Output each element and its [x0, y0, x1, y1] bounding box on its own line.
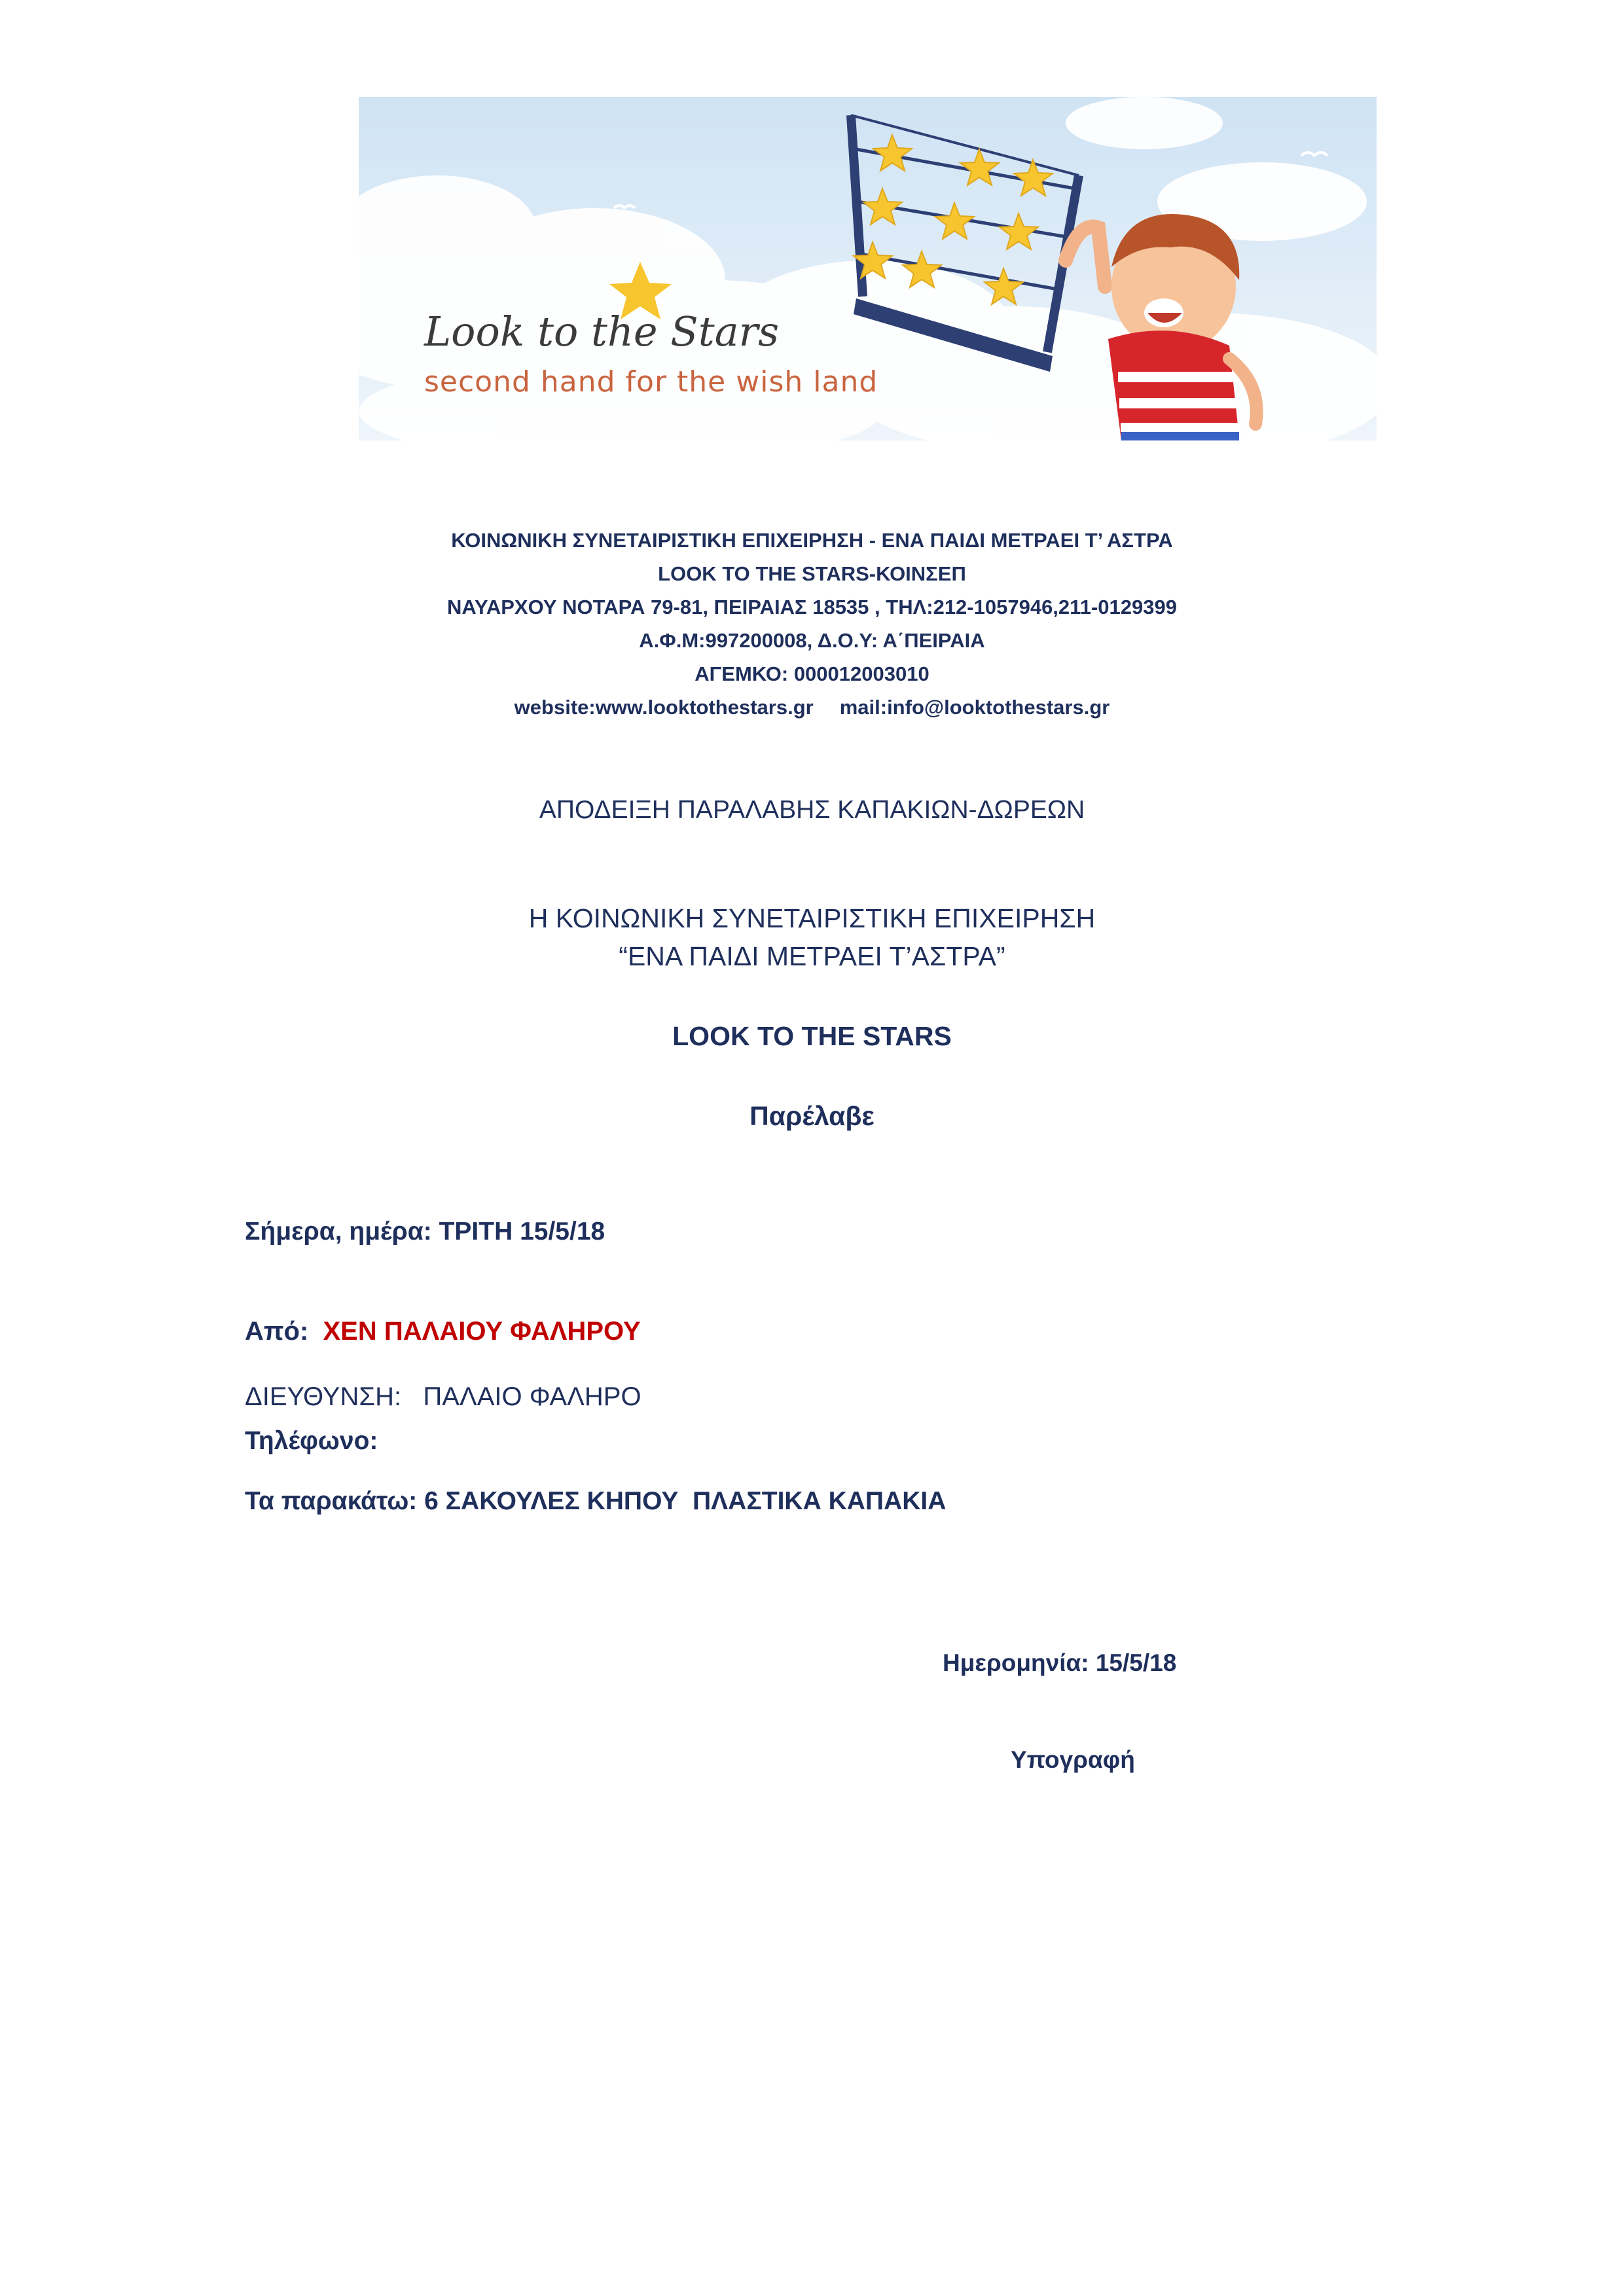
today-label: Σήμερα, ημέρα:	[245, 1217, 432, 1246]
org-name-line1: Η ΚΟΙΝΩΝΙΚΗ ΣΥΝΕΤΑΙΡΙΣΤΙΚΗ ΕΠΙΧΕΙΡΗΣΗ	[528, 903, 1096, 933]
date-label: Ημερομηνία:	[943, 1649, 1089, 1676]
today-value: ΤΡΙΤΗ 15/5/18	[439, 1217, 605, 1246]
org-header-address: ΝΑΥΑΡΧΟΥ ΝΟΤΑΡΑ 79-81, ΠΕΙΡΑΙΑΣ 18535 , ΤΗΛ:212-1057946,211-0129399	[447, 596, 1177, 619]
shirt	[1108, 331, 1240, 440]
date-field	[943, 1649, 1176, 1677]
received-label: Παρέλαβε	[749, 1101, 875, 1131]
today-field	[245, 1217, 605, 1246]
org-name-line2: “ΕΝΑ ΠΑΙΔΙ ΜΕΤΡΑΕΙ Τ’ΑΣΤΡΑ”	[619, 941, 1005, 971]
org-header-gemi: ΑΓΕΜΚΟ: 000012003010	[695, 662, 929, 685]
phone-label: Τηλέφωνο:	[245, 1427, 378, 1455]
address-label: ΔΙΕΥΘΥΝΣΗ:	[245, 1382, 402, 1411]
logo-tagline: second hand for the wish land	[424, 365, 878, 399]
items-label: Τα παρακάτω:	[245, 1487, 418, 1515]
date-value: 15/5/18	[1095, 1649, 1177, 1676]
items-field	[245, 1487, 946, 1516]
logo-title: Look to the Stars	[424, 308, 780, 355]
org-name-line3: LOOK TO THE STARS	[672, 1021, 952, 1051]
org-header-line1: ΚΟΙΝΩΝΙΚΗ ΣΥΝΕΤΑΙΡΙΣΤΙΚΗ ΕΠΙΧΕΙΡΗΣΗ - ΕΝΑ ΠΑΙΔΙ ΜΕΤΡΑΕΙ Τ’ ΑΣΤΡΑ	[451, 529, 1173, 552]
items-value: 6 ΣΑΚΟΥΛΕΣ ΚΗΠΟΥ ΠΛΑΣΤΙΚΑ ΚΑΠΑΚΙΑ	[424, 1487, 947, 1515]
from-value: ΧΕΝ ΠΑΛΑΙΟΥ ΦΑΛΗΡΟΥ	[323, 1317, 641, 1346]
mail-link[interactable]: mail:info@looktothestars.gr	[839, 696, 1110, 719]
from-field	[245, 1317, 641, 1346]
address-field	[245, 1382, 641, 1412]
document-title: ΑΠΟΔΕΙΞΗ ΠΑΡΑΛΑΒΗΣ ΚΑΠΑΚΙΩΝ-ΔΩΡΕΩΝ	[539, 796, 1085, 824]
from-label: Από:	[245, 1317, 309, 1346]
signature-label: Υπογραφή	[1011, 1746, 1135, 1773]
org-header-contact	[0, 696, 1624, 719]
website-link[interactable]: website:www.looktothestars.gr	[514, 696, 814, 719]
address-value: ΠΑΛΑΙΟ ΦΑΛΗΡΟ	[423, 1382, 641, 1411]
org-header-line2: LOOK TO THE STARS-ΚΟΙΝΣΕΠ	[658, 562, 966, 585]
org-header-tax: Α.Φ.Μ:997200008, Δ.Ο.Υ: Α΄ΠΕΙΡΑΙΑ	[639, 629, 985, 652]
header-banner	[359, 97, 1377, 440]
